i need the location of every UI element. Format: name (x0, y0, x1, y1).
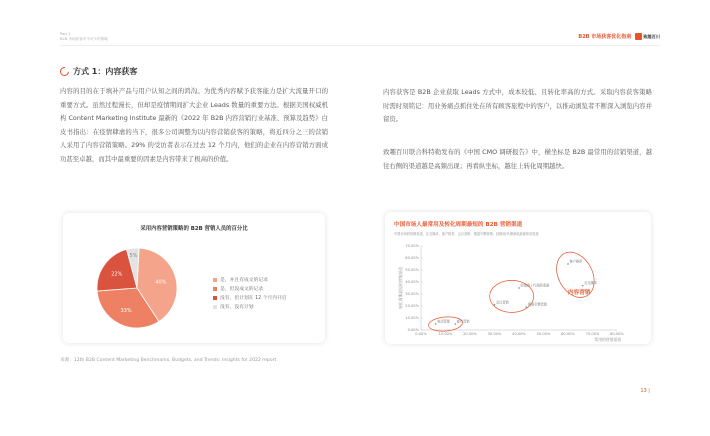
legend-swatch (213, 278, 217, 282)
brand-logo (635, 33, 660, 40)
legend-label: 是，但没成文的记录 (220, 287, 264, 292)
x-tick-label: 60.00% (561, 332, 575, 336)
pie-data-label: 40% (155, 279, 167, 286)
scatter-chart-title: 中国市场人最常用及转化周期最短的 B2B 营销渠道 (394, 222, 523, 228)
logo-text: 致趣百川 (643, 33, 660, 39)
y-tick-label: 70.00% (405, 244, 419, 249)
point-label: 经销商 / 代理商渠道 (520, 283, 550, 288)
source-note: 来源：12th B2B Content Marketing Benchmarks, Budgets, and Trends: Insights for 2022 report (60, 358, 277, 363)
left-paragraph: 内容的目的在于填补产品与用户认知之间的鸿沟。为优秀内容赋予获客能力是扩大流量开口的重要方式。虽然过程漫长，但却是疫情期间扩大企业 Leads 数量的重要方法。根据美国权威机构 Content Marketing Institute 最新的《2022 年 B2B 内容营销行业基准、预算及趋势》白皮书指出：在疫情肆虐的当下，很多公司调整为以内容营销获客的策略，将近四分之三的营销人采用了内容营销策略。29% 的受访者表示在过去 12 个月内，他们的企业在内容营销方面成功甚至卓越，而其中最重要的因素是内容带来了极高的价值。 (60, 87, 328, 163)
brand-title: B2B 市场获客优化指南 (578, 34, 632, 40)
point-label: 电话营销 (437, 319, 450, 324)
header-subtitle: B2B 市场获客中不可少的策略 (60, 37, 108, 41)
x-tick-label: 70.00% (585, 332, 600, 336)
x-tick-label: 20.00% (463, 332, 477, 336)
legend-label: 是，并且有成文的记录 (220, 278, 268, 283)
scatter-chart-legend: 中国市场的营销渠道，社交媒体、客户推荐、会议营销、搜索引擎营销、经销商/代理商渠道最常用渠道 (394, 232, 539, 236)
x-axis-label: 常用的营销渠道 (594, 337, 621, 342)
y-tick-label: 0.00% (407, 328, 419, 333)
legend-item (213, 302, 287, 311)
section-title (60, 66, 137, 77)
x-tick-label: 80.00% (610, 332, 624, 336)
pie-chart (91, 241, 201, 336)
pie-chart-title: 采用内容营销策略的 B2B 营销人员的百分比 (140, 226, 248, 232)
legend-swatch (213, 305, 217, 309)
x-tick-label: 40.00% (512, 332, 526, 336)
x-tick-label: 0.00% (415, 332, 427, 336)
legend-item (213, 275, 287, 284)
section-title-text: 方式 1：内容获客 (73, 67, 138, 76)
right-paragraph-2: 致趣百川联合科特勒发布的《中国 CMO 调研报告》中，横坐标是 B2B 最常用的营销渠道，越往右侧的渠道越是高频出现；再看纵坐标，越往上转化周期越快。 (383, 148, 652, 170)
page-number: 13 | (640, 388, 650, 394)
pie-data-label: 5% (129, 253, 138, 260)
legend-label: 没有，但计划在 12 个月内开启 (220, 296, 287, 301)
scatter-chart (385, 212, 651, 344)
y-tick-label: 10.00% (405, 316, 419, 321)
legend-swatch (213, 287, 217, 291)
y-tick-label: 50.00% (405, 268, 419, 273)
legend-label: 没有，没有计划 (220, 305, 254, 310)
pie-legend (213, 275, 287, 311)
point-label: 会议营销 (496, 300, 509, 305)
legend-item (213, 284, 287, 293)
y-tick-label: 60.00% (405, 256, 419, 261)
pie-data-label: 33% (120, 308, 132, 315)
point-label: 邮件营销 (456, 319, 470, 324)
x-tick-label: 30.00% (487, 332, 502, 336)
x-tick-label: 10.00% (438, 332, 453, 336)
point-label: 社交媒体 (584, 281, 597, 286)
logo-icon (635, 33, 642, 40)
x-tick-label: 50.00% (536, 332, 551, 336)
brand-header (578, 33, 660, 40)
header-divider (60, 45, 660, 46)
page-number-text: 13 (640, 388, 647, 394)
legend-swatch (213, 296, 217, 300)
header-part: Part 2 (60, 32, 71, 36)
content-marketing-annotation: 内容营销 (568, 290, 591, 296)
point-label: 客户推荐 (569, 259, 583, 264)
y-tick-label: 40.00% (405, 280, 419, 285)
scatter-chart-card (385, 212, 651, 344)
right-paragraph-1: 内容获客是 B2B 企业获取 Leads 方式中，成本较低、且转化率高的方式。采取内容获客策略时需时刻铭记：用业务痛点抓住处在所有顾客旅程中的客户，以推动浏览者不断深入浏览内容并留资。 (383, 88, 652, 123)
legend-item (213, 293, 287, 302)
y-axis-label: 转化周期最短的营销渠道 (398, 267, 403, 309)
y-tick-label: 30.00% (405, 292, 419, 297)
pie-chart-card (63, 213, 325, 343)
y-tick-label: 20.00% (405, 304, 419, 309)
section-circle-icon (58, 65, 71, 78)
point-label: 搜索引擎营销 (527, 302, 547, 307)
pie-data-label: 22% (111, 271, 123, 278)
